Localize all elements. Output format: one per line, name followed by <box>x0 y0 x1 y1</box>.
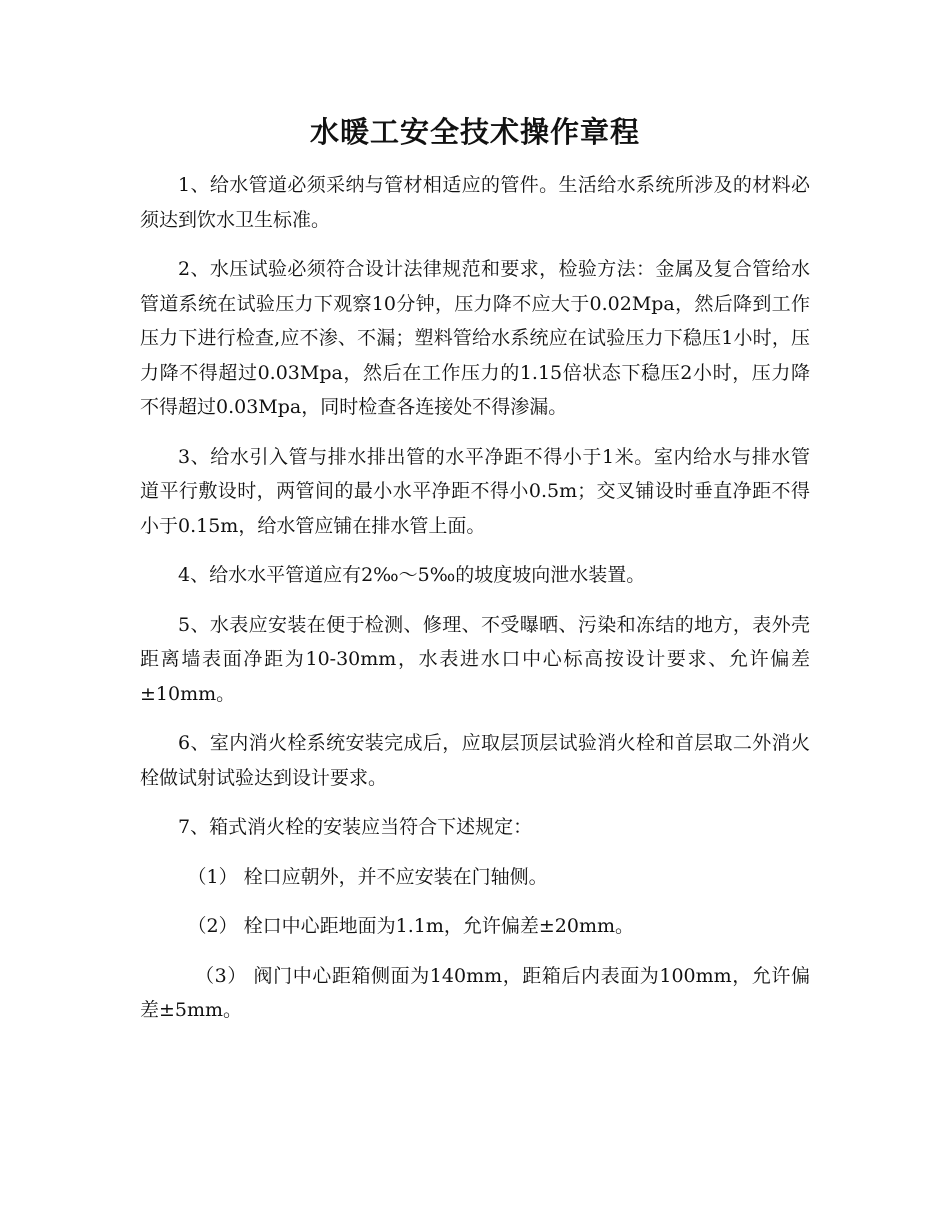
paragraph-4: 4、给水水平管道应有2‰～5‰的坡度坡向泄水装置。 <box>178 564 646 586</box>
paragraph-5: 5、水表应安装在便于检测、修理、不受曝晒、污染和冻结的地方，表外壳距离墙表面净距为10-30mm，水表进水口中心标高按设计要求、允许偏差±10mm。 <box>140 613 810 705</box>
paragraph-6: 6、室内消火栓系统安装完成后，应取层顶层试验消火栓和首层取二外消火栓做试射试验达到设计要求。 <box>140 732 810 789</box>
document-body <box>140 168 810 1043</box>
sub-item-1: （1） 栓口应朝外，并不应安装在门轴侧。 <box>187 865 548 888</box>
paragraph-1: 1、给水管道必须采纳与管材相适应的管件。生活给水系统所涉及的材料必须达到饮水卫生标准。 <box>140 174 810 231</box>
paragraph-7: 7、箱式消火栓的安装应当符合下述规定： <box>178 816 533 838</box>
paragraph-2: 2、水压试验必须符合设计法律规范和要求，检验方法：金属及复合管给水管道系统在试验压力下观察10分钟，压力降不应大于0.02Mpa，然后降到工作压力下进行检查,应不渗、不漏；塑料管给水系统应在试验压力下稳压1小时，压力降不得超过0.03Mpa，然后在工作压力的1.15倍状态下稳压2小时，压力降不得超过0.03Mpa，同时检查各连接处不得渗漏。 <box>140 258 810 418</box>
paragraph-3: 3、给水引入管与排水排出管的水平净距不得小于1米。室内给水与排水管道平行敷设时，两管间的最小水平净距不得小0.5m；交叉铺设时垂直净距不得小于0.15m，给水管应铺在排水管上面。 <box>140 445 810 537</box>
sub-item-2: （2） 栓口中心距地面为1.1m，允许偏差±20mm。 <box>187 915 634 937</box>
document-title: 水暖工安全技术操作章程 <box>309 115 640 149</box>
sub-item-3: （3） 阀门中心距箱侧面为140mm，距箱后内表面为100mm，允许偏差±5mm。 <box>140 964 810 1021</box>
